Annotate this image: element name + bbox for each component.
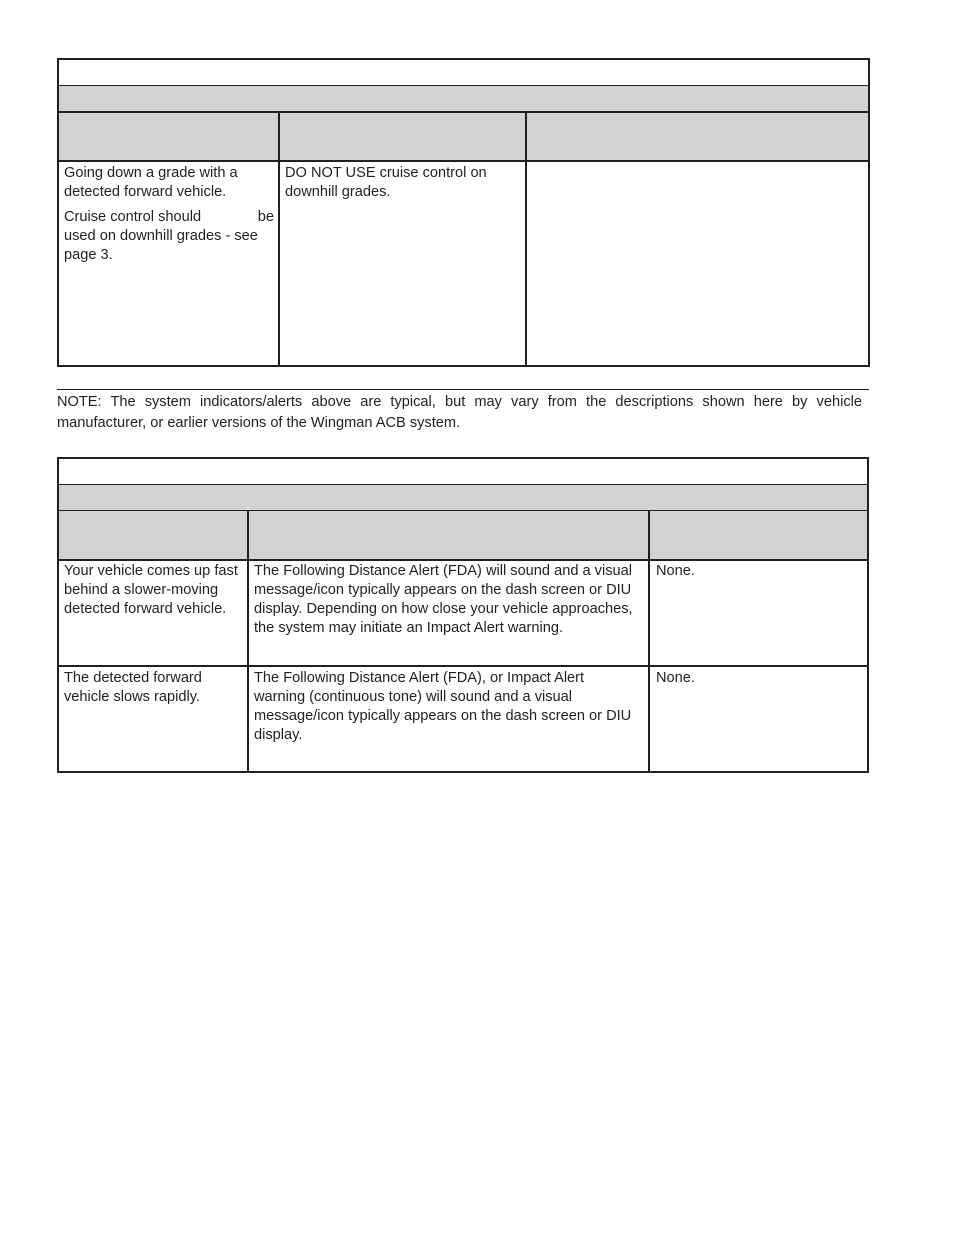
table-2-subtitle-row <box>59 485 867 512</box>
table-1 <box>57 58 870 367</box>
table-2-title-row <box>59 459 867 485</box>
situation-text: used on downhill grades - see page 3. <box>64 228 258 263</box>
driver-action-text: DO NOT USE cruise control on downhill grades. <box>285 165 487 200</box>
note-divider <box>57 389 869 390</box>
table-1-col-divider <box>278 113 280 365</box>
table-row-2-action: None. <box>656 670 695 686</box>
situation-line <box>64 208 274 227</box>
situation-text: Cruise control should <box>64 209 202 225</box>
table-1-col-divider <box>525 113 527 365</box>
table-2-header-row <box>59 511 867 561</box>
table-row-1-action: None. <box>656 563 695 579</box>
table-2-col-divider <box>247 511 249 771</box>
table-row-2-alert: The Following Distance Alert (FDA), or Impact Alert warning (continuous tone) will sound and a visual message/icon typically appears on the dash screen or DIU display. <box>254 670 632 743</box>
situation-text: Going down a grade with a detected forward vehicle. <box>64 165 238 200</box>
table-2-col-divider <box>648 511 650 771</box>
table-row <box>64 164 274 265</box>
table-1-header-row <box>59 113 868 162</box>
table-2-row-divider <box>59 665 867 667</box>
table-1-title-row <box>59 60 868 86</box>
note-text: NOTE: The system indicators/alerts above are typical, but may vary from the descriptions shown here by vehicle manufacturer, or earlier versions of the Wingman ACB system. <box>57 394 862 431</box>
table-2 <box>57 457 869 773</box>
table-row-2-situation: The detected forward vehicle slows rapidly. <box>64 670 202 705</box>
table-row-1-situation: Your vehicle comes up fast behind a slower-moving detected forward vehicle. <box>64 563 238 617</box>
table-row-1-alert: The Following Distance Alert (FDA) will sound and a visual message/icon typically appears on the dash screen or DIU display. Depending on how close your vehicle approaches, the system may initiate an Impact Alert warning. <box>254 563 633 636</box>
situation-text: be <box>257 209 274 225</box>
table-1-subtitle-row <box>59 86 868 113</box>
driver-action-cell <box>285 164 515 202</box>
